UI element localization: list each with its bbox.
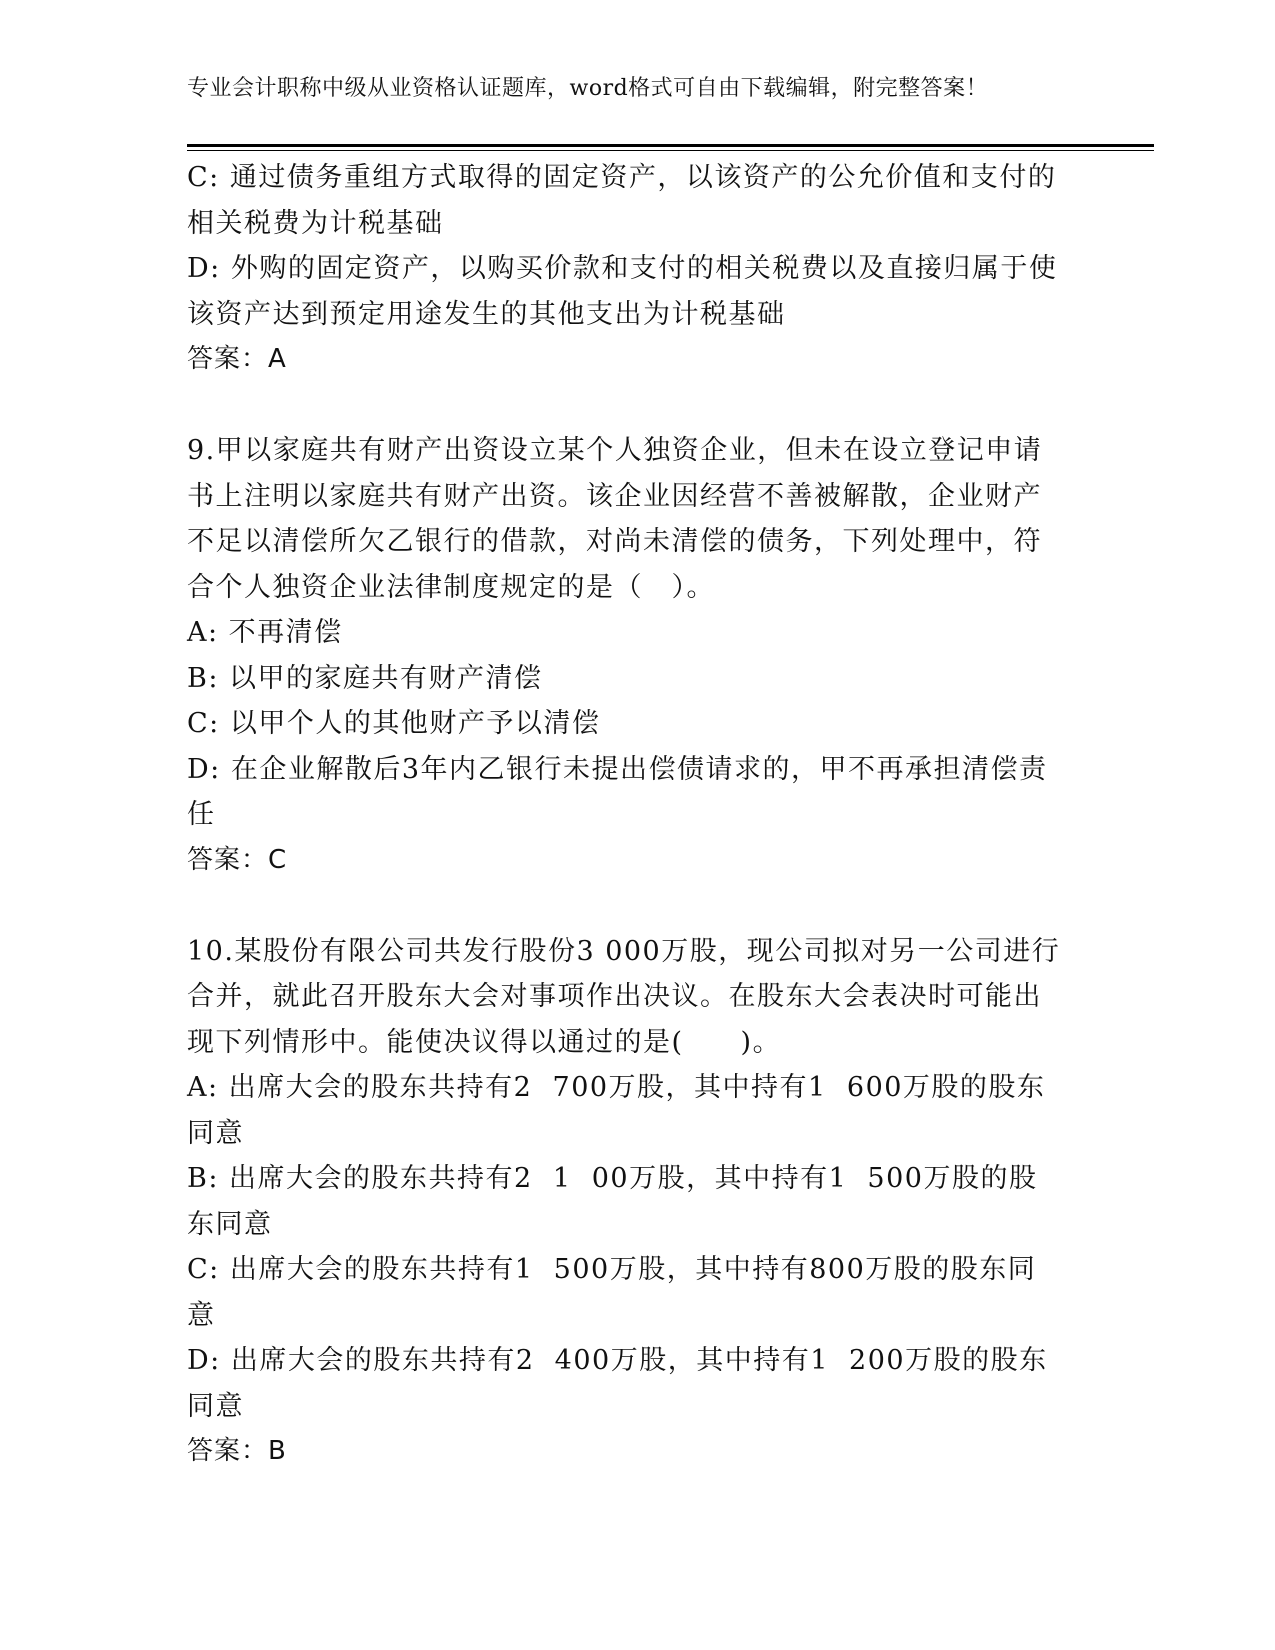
option-line: 意: [187, 1299, 216, 1331]
stem-line: 9.甲以家庭共有财产出资设立某个人独资企业，但未在设立登记申请: [187, 435, 1043, 466]
header-divider-thick: [187, 144, 1154, 147]
option-line: 该资产达到预定用途发生的其他支出为计税基础: [187, 298, 786, 330]
option-line: C: 通过债务重组方式取得的固定资产，以该资产的公允价值和支付的: [187, 162, 1057, 193]
stem-line: 合个人独资企业法律制度规定的是（ ）。: [187, 571, 715, 603]
question-9: [187, 428, 1087, 883]
option-line: A: 出席大会的股东共持有2 700万股，其中持有1 600万股的股东: [187, 1072, 1046, 1103]
document-body: [187, 155, 1087, 1475]
question-10-option-d: [187, 1338, 1087, 1429]
page-header: 专业会计职称中级从业资格认证题库，word格式可自由下载编辑，附完整答案！: [187, 76, 989, 101]
question-10: [187, 929, 1087, 1475]
question-10-answer: 答案：B: [187, 1436, 287, 1466]
option-line: 同意: [187, 1390, 244, 1422]
prev-question-option-c: [187, 155, 1087, 246]
question-9-option-a: A: 不再清偿: [187, 617, 343, 648]
option-line: 相关税费为计税基础: [187, 207, 444, 239]
question-9-option-d: [187, 747, 1087, 838]
spacer: [187, 383, 1087, 429]
header-divider-thin: [187, 150, 1154, 151]
stem-line: 不足以清偿所欠乙银行的借款，对尚未清偿的债务，下列处理中，符: [187, 526, 1042, 557]
question-10-option-a: [187, 1065, 1087, 1156]
stem-line: 10.某股份有限公司共发行股份3 000万股，现公司拟对另一公司进行: [187, 935, 1061, 967]
option-line: 同意: [187, 1117, 244, 1149]
option-line: C: 出席大会的股东共持有1 500万股，其中持有800万股的股东同: [187, 1254, 1037, 1285]
question-9-option-c: C: 以甲个人的其他财产予以清偿: [187, 708, 601, 739]
option-line: B: 出席大会的股东共持有2 1 00万股，其中持有1 500万股的股: [187, 1163, 1038, 1194]
option-line: 任: [187, 799, 216, 830]
stem-line: 书上注明以家庭共有财产出资。该企业因经营不善被解散，企业财产: [187, 480, 1042, 512]
prev-question-option-d: [187, 246, 1087, 337]
question-9-option-b: B: 以甲的家庭共有财产清偿: [187, 662, 543, 694]
option-line: D: 在企业解散后3年内乙银行未提出偿债请求的，甲不再承担清偿责: [187, 753, 1048, 785]
question-10-option-b: [187, 1156, 1087, 1247]
spacer: [187, 883, 1087, 929]
option-line: D: 外购的固定资产，以购买价款和支付的相关税费以及直接归属于使: [187, 253, 1058, 284]
stem-line: 合并，就此召开股东大会对事项作出决议。在股东大会表决时可能出: [187, 981, 1042, 1012]
option-line: 东同意: [187, 1208, 273, 1240]
question-10-option-c: [187, 1247, 1087, 1338]
question-9-answer: 答案：C: [187, 844, 288, 875]
question-10-stem: [187, 929, 1087, 1066]
prev-question-answer: 答案：A: [187, 344, 287, 374]
question-9-stem: [187, 428, 1087, 610]
option-line: D: 出席大会的股东共持有2 400万股，其中持有1 200万股的股东: [187, 1345, 1048, 1376]
stem-line: 现下列情形中。能使决议得以通过的是( )。: [187, 1026, 782, 1058]
